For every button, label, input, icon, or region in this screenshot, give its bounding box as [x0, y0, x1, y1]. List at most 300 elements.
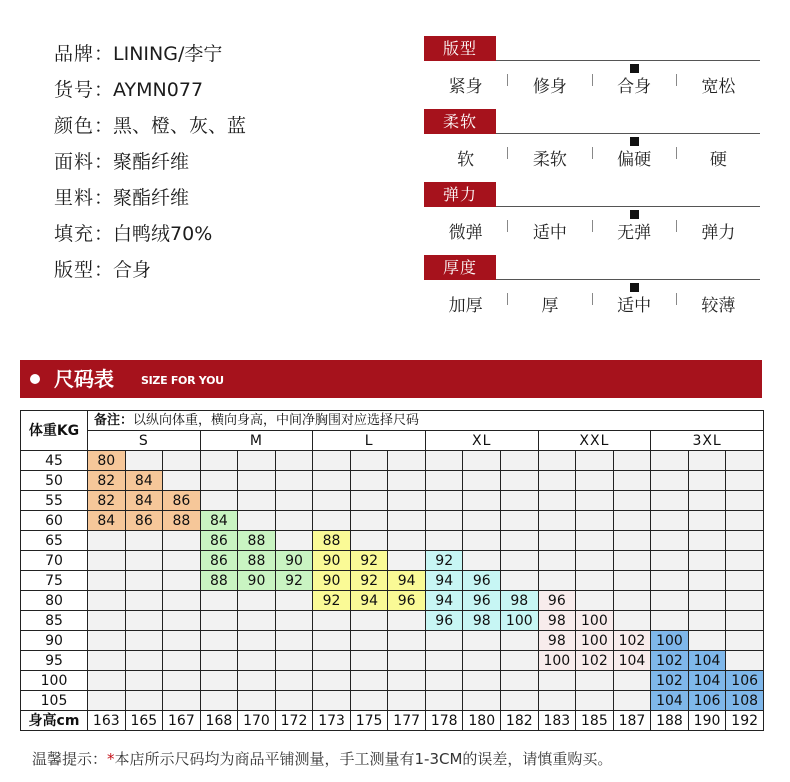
chest-cell: 90 [275, 551, 313, 571]
spec-row [54, 108, 246, 144]
chest-cell: 84 [88, 511, 126, 531]
empty-cell [425, 651, 463, 671]
empty-cell [275, 471, 313, 491]
chest-cell: 86 [125, 511, 163, 531]
empty-cell [726, 551, 764, 571]
attribute-option: 软 [457, 150, 475, 170]
empty-cell [88, 531, 126, 551]
chest-cell: 102 [576, 651, 614, 671]
chest-cell: 98 [501, 591, 539, 611]
empty-cell [238, 611, 276, 631]
attribute-option: 紧身 [448, 77, 483, 97]
height-cell: 168 [200, 711, 238, 731]
attribute-1 [424, 36, 760, 109]
empty-cell [88, 671, 126, 691]
attribute-scale-line [496, 206, 760, 207]
height-cell: 183 [538, 711, 576, 731]
chest-cell: 100 [576, 611, 614, 631]
empty-cell [538, 671, 576, 691]
table-row [21, 671, 764, 691]
empty-cell [125, 591, 163, 611]
empty-cell [388, 531, 426, 551]
empty-cell [88, 551, 126, 571]
empty-cell [651, 591, 689, 611]
spec-value: 聚酯纤维 [113, 151, 190, 173]
empty-cell [350, 651, 388, 671]
empty-cell [425, 671, 463, 691]
empty-cell [275, 451, 313, 471]
size-chart-banner [20, 360, 762, 398]
attribute-2 [424, 109, 760, 182]
chest-cell: 102 [613, 631, 651, 651]
empty-cell [651, 451, 689, 471]
weight-cell: 70 [21, 551, 88, 571]
empty-cell [313, 491, 351, 511]
attribute-option: 修身 [532, 77, 567, 97]
empty-cell [200, 611, 238, 631]
empty-cell [576, 671, 614, 691]
empty-cell [726, 571, 764, 591]
empty-cell [538, 691, 576, 711]
chest-cell: 102 [651, 651, 689, 671]
empty-cell [651, 611, 689, 631]
empty-cell [275, 651, 313, 671]
chest-cell: 84 [125, 471, 163, 491]
empty-cell [125, 551, 163, 571]
table-note [88, 411, 764, 431]
table-row [21, 611, 764, 631]
table-row [21, 531, 764, 551]
height-cell: 190 [688, 711, 726, 731]
height-cell: 175 [350, 711, 388, 731]
empty-cell [613, 471, 651, 491]
empty-cell [613, 671, 651, 691]
empty-cell [350, 511, 388, 531]
spec-label: 货号 [54, 79, 95, 101]
attribute-option: 偏硬 [617, 150, 652, 170]
empty-cell [125, 691, 163, 711]
spec-value: 白鸭绒70% [113, 223, 213, 245]
empty-cell [350, 631, 388, 651]
chest-cell: 90 [313, 551, 351, 571]
empty-cell [613, 491, 651, 511]
empty-cell [388, 451, 426, 471]
banner-subtitle: SIZE FOR YOU [141, 374, 224, 387]
weight-cell: 95 [21, 651, 88, 671]
chest-cell: 98 [538, 611, 576, 631]
chest-cell: 106 [726, 671, 764, 691]
empty-cell [275, 511, 313, 531]
empty-cell [125, 631, 163, 651]
empty-cell [501, 451, 539, 471]
chest-cell: 90 [313, 571, 351, 591]
spec-row [54, 72, 246, 108]
spec-value: LINING/李宁 [113, 43, 223, 65]
empty-cell [350, 471, 388, 491]
chest-cell: 86 [200, 551, 238, 571]
empty-cell [726, 531, 764, 551]
empty-cell [726, 471, 764, 491]
chest-cell: 88 [200, 571, 238, 591]
empty-cell [350, 671, 388, 691]
chest-cell: 82 [88, 471, 126, 491]
empty-cell [651, 511, 689, 531]
empty-cell [613, 451, 651, 471]
empty-cell [88, 651, 126, 671]
attribute-option: 适中 [617, 296, 652, 316]
attribute-title-badge: 弹力 [424, 182, 496, 207]
spec-label: 填充 [54, 223, 95, 245]
chest-cell: 106 [688, 691, 726, 711]
empty-cell [88, 591, 126, 611]
chest-cell: 84 [125, 491, 163, 511]
empty-cell [688, 471, 726, 491]
empty-cell [538, 491, 576, 511]
empty-cell [125, 451, 163, 471]
attribute-options [424, 293, 760, 319]
height-header: 身高cm [21, 711, 88, 731]
height-cell: 173 [313, 711, 351, 731]
spec-row [54, 36, 246, 72]
empty-cell [726, 491, 764, 511]
empty-cell [501, 491, 539, 511]
empty-cell [613, 551, 651, 571]
footnote-star: * [107, 750, 115, 768]
empty-cell [350, 491, 388, 511]
footnote-prefix: 温馨提示： [32, 750, 108, 768]
empty-cell [688, 491, 726, 511]
attribute-scale-line [496, 60, 760, 61]
empty-cell [163, 551, 201, 571]
empty-cell [538, 551, 576, 571]
chest-cell: 94 [425, 571, 463, 591]
table-row [21, 551, 764, 571]
bullet-dot-icon [30, 374, 40, 384]
attribute-option: 加厚 [448, 296, 483, 316]
empty-cell [651, 491, 689, 511]
empty-cell [163, 471, 201, 491]
attribute-options [424, 147, 760, 173]
empty-cell [538, 471, 576, 491]
empty-cell [238, 651, 276, 671]
chest-cell: 104 [688, 651, 726, 671]
empty-cell [313, 691, 351, 711]
empty-cell [238, 591, 276, 611]
attribute-option: 硬 [709, 150, 727, 170]
empty-cell [200, 671, 238, 691]
empty-cell [425, 511, 463, 531]
table-row [21, 691, 764, 711]
empty-cell [688, 451, 726, 471]
empty-cell [538, 571, 576, 591]
empty-cell [125, 571, 163, 591]
chest-cell: 88 [238, 531, 276, 551]
spec-label: 品牌 [54, 43, 95, 65]
empty-cell [576, 531, 614, 551]
height-cell: 180 [463, 711, 501, 731]
empty-cell [125, 651, 163, 671]
spec-value: 合身 [113, 259, 152, 281]
empty-cell [163, 531, 201, 551]
empty-cell [275, 491, 313, 511]
height-cell: 167 [163, 711, 201, 731]
attribute-option: 无弹 [617, 223, 652, 243]
chest-cell: 104 [688, 671, 726, 691]
height-cell: 192 [726, 711, 764, 731]
chest-cell: 100 [501, 611, 539, 631]
chest-cell: 102 [651, 671, 689, 691]
empty-cell [613, 511, 651, 531]
empty-cell [238, 471, 276, 491]
empty-cell [163, 631, 201, 651]
empty-cell [613, 571, 651, 591]
empty-cell [576, 491, 614, 511]
attribute-scale-line [496, 133, 760, 134]
empty-cell [576, 551, 614, 571]
empty-cell [163, 451, 201, 471]
chest-cell: 108 [726, 691, 764, 711]
empty-cell [388, 651, 426, 671]
empty-cell [726, 651, 764, 671]
empty-cell [275, 691, 313, 711]
empty-cell [463, 531, 501, 551]
empty-cell [425, 531, 463, 551]
empty-cell [163, 651, 201, 671]
empty-cell [313, 471, 351, 491]
empty-cell [313, 651, 351, 671]
empty-cell [200, 651, 238, 671]
empty-cell [313, 611, 351, 631]
weight-cell: 75 [21, 571, 88, 591]
empty-cell [688, 611, 726, 631]
height-cell: 185 [576, 711, 614, 731]
empty-cell [388, 671, 426, 691]
chest-cell: 92 [425, 551, 463, 571]
chest-cell: 92 [350, 571, 388, 591]
empty-cell [425, 631, 463, 651]
chest-cell: 92 [275, 571, 313, 591]
chest-cell: 88 [313, 531, 351, 551]
empty-cell [163, 591, 201, 611]
empty-cell [501, 511, 539, 531]
height-cell: 163 [88, 711, 126, 731]
height-cell: 177 [388, 711, 426, 731]
empty-cell [388, 471, 426, 491]
footnote [32, 748, 612, 769]
attribute-option: 微弹 [448, 223, 483, 243]
empty-cell [238, 451, 276, 471]
empty-cell [501, 531, 539, 551]
empty-cell [613, 531, 651, 551]
empty-cell [313, 451, 351, 471]
spec-value: 黑、橙、灰、蓝 [113, 115, 247, 137]
empty-cell [688, 551, 726, 571]
attribute-title-badge: 版型 [424, 36, 496, 61]
spec-value: 聚酯纤维 [113, 187, 190, 209]
empty-cell [238, 511, 276, 531]
empty-cell [501, 551, 539, 571]
empty-cell [163, 671, 201, 691]
attribute-option: 宽松 [701, 77, 736, 97]
attribute-options [424, 74, 760, 100]
banner-title: 尺码表 [54, 367, 114, 391]
size-label-s: S [88, 431, 201, 451]
empty-cell [425, 691, 463, 711]
attribute-option: 合身 [617, 77, 652, 97]
size-label-3xl: 3XL [651, 431, 764, 451]
height-cell: 170 [238, 711, 276, 731]
empty-cell [463, 651, 501, 671]
chest-cell: 96 [425, 611, 463, 631]
empty-cell [388, 491, 426, 511]
chest-cell: 100 [576, 631, 614, 651]
empty-cell [275, 611, 313, 631]
weight-cell: 45 [21, 451, 88, 471]
chest-cell: 104 [613, 651, 651, 671]
empty-cell [538, 531, 576, 551]
empty-cell [88, 611, 126, 631]
empty-cell [726, 631, 764, 651]
empty-cell [576, 691, 614, 711]
empty-cell [613, 591, 651, 611]
empty-cell [388, 611, 426, 631]
attribute-option: 弹力 [701, 223, 736, 243]
height-cell: 178 [425, 711, 463, 731]
empty-cell [726, 511, 764, 531]
spec-row [54, 216, 246, 252]
empty-cell [388, 631, 426, 651]
chest-cell: 98 [463, 611, 501, 631]
empty-cell [651, 471, 689, 491]
empty-cell [425, 451, 463, 471]
chest-cell: 96 [538, 591, 576, 611]
table-row [21, 591, 764, 611]
attribute-options [424, 220, 760, 246]
weight-cell: 105 [21, 691, 88, 711]
size-label-m: M [200, 431, 313, 451]
weight-cell: 80 [21, 591, 88, 611]
empty-cell [576, 511, 614, 531]
empty-cell [688, 631, 726, 651]
empty-cell [313, 631, 351, 651]
empty-cell [688, 511, 726, 531]
chest-cell: 100 [651, 631, 689, 651]
height-cell: 165 [125, 711, 163, 731]
weight-cell: 55 [21, 491, 88, 511]
empty-cell [163, 571, 201, 591]
empty-cell [313, 511, 351, 531]
size-label-l: L [313, 431, 426, 451]
spec-colon: ： [94, 259, 114, 281]
spec-colon: ： [94, 151, 114, 173]
empty-cell [726, 451, 764, 471]
selected-marker-icon [630, 64, 639, 73]
empty-cell [576, 591, 614, 611]
empty-cell [125, 671, 163, 691]
table-row [21, 471, 764, 491]
empty-cell [200, 471, 238, 491]
empty-cell [688, 591, 726, 611]
empty-cell [651, 551, 689, 571]
selected-marker-icon [630, 283, 639, 292]
weight-header: 体重KG [21, 411, 88, 451]
empty-cell [726, 591, 764, 611]
spec-row [54, 252, 246, 288]
spec-label: 里料 [54, 187, 95, 209]
chest-cell: 94 [425, 591, 463, 611]
empty-cell [350, 451, 388, 471]
note-label: 备注： [94, 412, 134, 428]
chest-cell: 92 [350, 551, 388, 571]
chest-cell: 88 [163, 511, 201, 531]
spec-colon: ： [94, 43, 114, 65]
selected-marker-icon [630, 137, 639, 146]
empty-cell [275, 671, 313, 691]
spec-row [54, 180, 246, 216]
chest-cell: 96 [463, 571, 501, 591]
chest-cell: 94 [388, 571, 426, 591]
attribute-4 [424, 255, 760, 328]
spec-colon: ： [94, 187, 114, 209]
spec-value: AYMN077 [113, 79, 204, 101]
empty-cell [501, 471, 539, 491]
weight-cell: 85 [21, 611, 88, 631]
spec-row [54, 144, 246, 180]
empty-cell [313, 671, 351, 691]
spec-label: 颜色 [54, 115, 95, 137]
empty-cell [163, 691, 201, 711]
weight-cell: 50 [21, 471, 88, 491]
chest-cell: 80 [88, 451, 126, 471]
empty-cell [501, 671, 539, 691]
empty-cell [688, 571, 726, 591]
empty-cell [425, 471, 463, 491]
chest-cell: 92 [313, 591, 351, 611]
empty-cell [463, 451, 501, 471]
empty-cell [501, 691, 539, 711]
empty-cell [350, 531, 388, 551]
spec-colon: ： [94, 115, 114, 137]
empty-cell [613, 611, 651, 631]
chest-cell: 86 [200, 531, 238, 551]
size-chart-table [20, 410, 764, 731]
empty-cell [88, 691, 126, 711]
empty-cell [238, 691, 276, 711]
empty-cell [576, 451, 614, 471]
table-row [21, 631, 764, 651]
chest-cell: 94 [350, 591, 388, 611]
empty-cell [388, 691, 426, 711]
attribute-option: 柔软 [532, 150, 567, 170]
table-row [21, 451, 764, 471]
empty-cell [275, 631, 313, 651]
empty-cell [463, 511, 501, 531]
empty-cell [238, 671, 276, 691]
empty-cell [463, 671, 501, 691]
empty-cell [463, 631, 501, 651]
empty-cell [200, 691, 238, 711]
footnote-text: 本店所示尺码均为商品平铺测量，手工测量有1-3CM的误差，请慎重购买。 [114, 750, 613, 768]
empty-cell [688, 531, 726, 551]
empty-cell [576, 471, 614, 491]
empty-cell [501, 631, 539, 651]
height-cell: 172 [275, 711, 313, 731]
attribute-option: 较薄 [701, 296, 736, 316]
empty-cell [613, 691, 651, 711]
chest-cell: 84 [200, 511, 238, 531]
empty-cell [651, 531, 689, 551]
empty-cell [200, 591, 238, 611]
